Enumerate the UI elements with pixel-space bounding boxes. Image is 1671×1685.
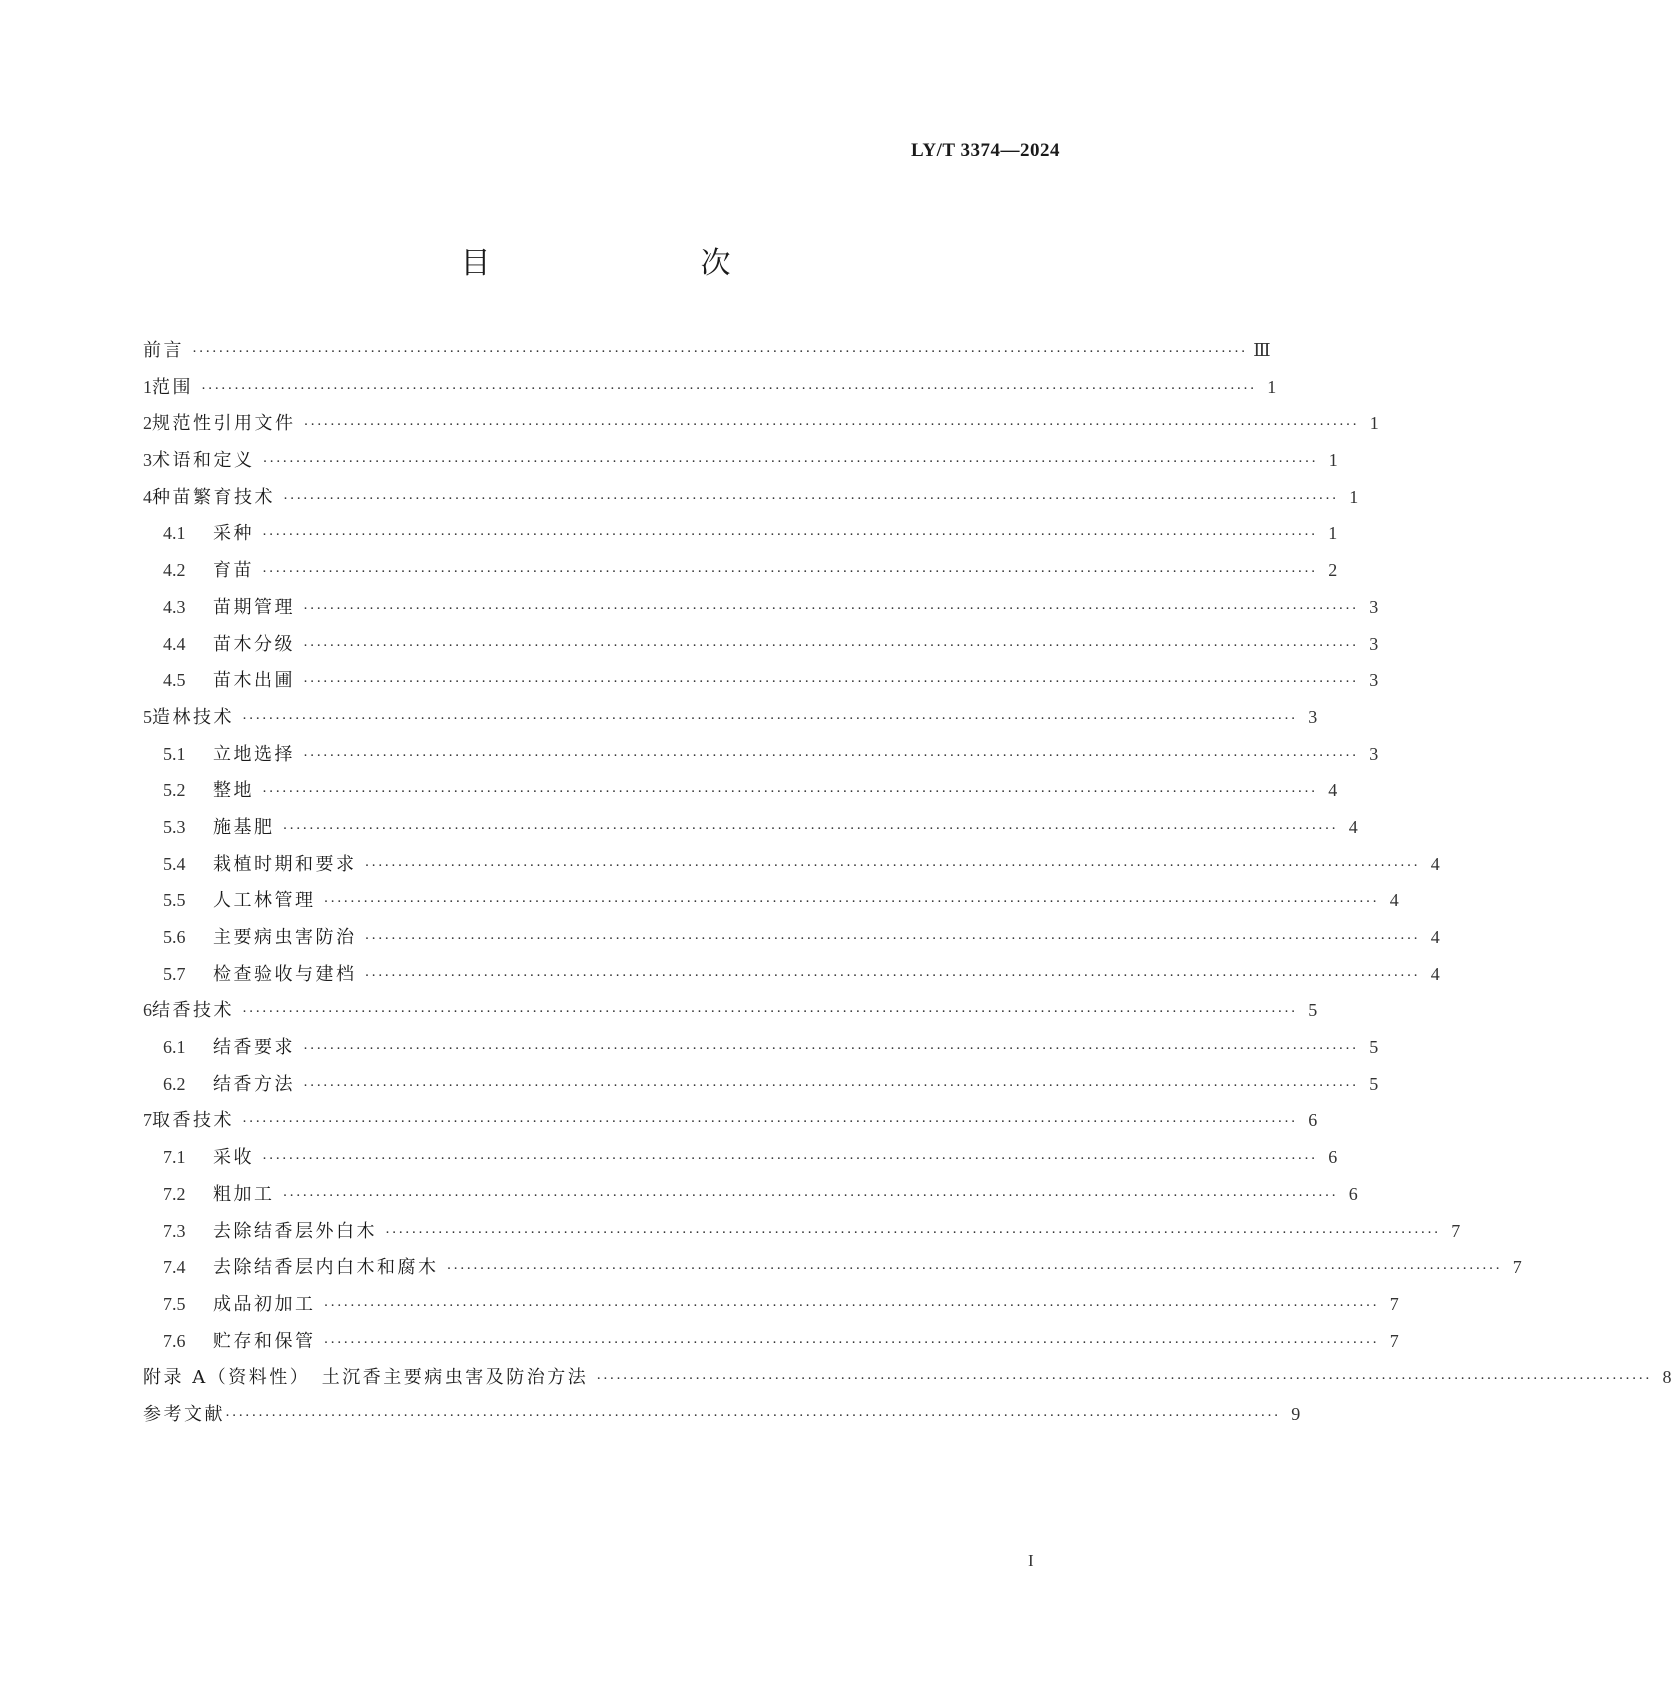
- toc-entry-page: 5: [1308, 1000, 1318, 1021]
- toc-entry-title: 种苗繁育技术: [152, 486, 275, 508]
- toc-entry-title: 结香技术: [152, 1000, 234, 1022]
- dot-leader: ································································································································································: [262, 527, 1318, 544]
- toc-entry[interactable]: [143, 485, 1359, 522]
- dot-leader: ································································································································································: [323, 1297, 1379, 1314]
- toc-entry-number: 5.5: [163, 890, 186, 911]
- dot-leader: ································································································································································: [323, 894, 1379, 911]
- toc-entry-number: 3: [143, 450, 152, 471]
- dot-leader: ································································································································································: [303, 674, 1359, 691]
- toc-entry-number: 5.2: [163, 780, 186, 801]
- toc-entry[interactable]: [143, 925, 1440, 962]
- toc-entry[interactable]: [143, 1182, 1358, 1219]
- toc-entry[interactable]: [143, 1108, 1318, 1145]
- dot-leader: ································································································································································: [262, 454, 1318, 471]
- toc-entry-title: 结香要求: [213, 1037, 295, 1059]
- toc-entry-number: 2: [143, 413, 152, 434]
- toc-entry-number: 6: [143, 1000, 152, 1021]
- toc-entry-number: 7.2: [163, 1183, 186, 1204]
- dot-leader: ································································································································································: [596, 1371, 1652, 1388]
- toc-entry-number: 4.3: [163, 596, 186, 617]
- toc-entry-title: 采收: [213, 1147, 254, 1169]
- dot-leader: ································································································································································: [303, 637, 1359, 654]
- toc-entry-page: 1: [1369, 413, 1379, 434]
- page-title: 目 次: [460, 246, 781, 281]
- toc-entry-title: 参考文献: [143, 1403, 225, 1425]
- toc-entry-number: 7.1: [163, 1147, 186, 1168]
- toc-entry-number: 7.3: [163, 1220, 186, 1241]
- dot-leader: ································································································································································: [364, 931, 1420, 947]
- toc-entry-number: 4.2: [163, 560, 186, 581]
- toc-entry-page: 4: [1430, 853, 1440, 874]
- dot-leader: ································································································································································: [303, 1077, 1359, 1094]
- toc-entry-number: 4: [143, 486, 152, 507]
- toc-entry-page: 2: [1328, 560, 1338, 581]
- toc-entry-number: 4.4: [163, 633, 186, 654]
- toc-entry-page: 7: [1389, 1330, 1399, 1351]
- toc-entry-page: 5: [1369, 1073, 1379, 1094]
- toc-entry-title: 取香技术: [152, 1110, 234, 1132]
- toc-entry-title: 检查验收与建档: [213, 963, 357, 985]
- toc-entry-page: 1: [1328, 450, 1338, 471]
- toc-entry-number: 5.1: [163, 743, 186, 764]
- dot-leader: ································································································································································: [283, 490, 1339, 507]
- toc-entry[interactable]: [143, 375, 1277, 412]
- toc-entry[interactable]: [143, 338, 1271, 375]
- toc-entry-title: 苗木出圃: [213, 670, 295, 692]
- toc-entry-title: 术语和定义: [152, 450, 255, 472]
- toc-entry[interactable]: [143, 1035, 1379, 1072]
- toc-entry-title: 苗木分级: [213, 633, 295, 655]
- toc-entry[interactable]: [143, 411, 1379, 448]
- toc-entry-page: 3: [1369, 633, 1379, 654]
- toc-entry-page: Ⅲ: [1253, 340, 1271, 360]
- toc-entry[interactable]: [143, 962, 1440, 999]
- toc-entry-number: 1: [143, 376, 152, 397]
- toc-entry[interactable]: [143, 1145, 1338, 1182]
- toc-entry-number: 5: [143, 706, 152, 727]
- toc-entry[interactable]: [143, 1365, 1671, 1402]
- toc-entry[interactable]: [143, 778, 1338, 815]
- toc-entry-title: 栽植时期和要求: [213, 853, 357, 875]
- toc-entry-number: 7.6: [163, 1330, 186, 1351]
- dot-leader: ································································································································································: [262, 1151, 1318, 1168]
- dot-leader: ································································································································································: [323, 1334, 1379, 1351]
- toc-entry-page: 7: [1451, 1220, 1461, 1241]
- toc-entry[interactable]: [143, 1292, 1399, 1329]
- toc-entry-title: 人工林管理: [213, 890, 316, 912]
- toc-entry-page: 3: [1369, 670, 1379, 691]
- dot-leader: ································································································································································: [201, 380, 1257, 397]
- toc-entry-title: 立地选择: [213, 743, 295, 765]
- toc-entry[interactable]: [143, 1219, 1461, 1256]
- toc-entry-title: 去除结香层外白木: [213, 1220, 377, 1242]
- toc-entry[interactable]: [143, 742, 1379, 779]
- toc-entry-number: 5.6: [163, 927, 186, 947]
- toc-entry[interactable]: [143, 705, 1318, 742]
- toc-entry-page: 4: [1389, 890, 1399, 911]
- toc-entry-title: 采种: [213, 523, 254, 545]
- dot-leader: ································································································································································: [303, 600, 1359, 617]
- dot-leader: ································································································································································: [225, 1407, 1281, 1424]
- toc-entry-page: 3: [1369, 743, 1379, 764]
- toc-entry-page: 4: [1348, 816, 1358, 837]
- toc-entry[interactable]: [143, 1402, 1301, 1439]
- toc-entry-page: 9: [1291, 1403, 1301, 1424]
- toc-entry-title: 附录 A（资料性） 土沉香主要病虫害及防治方法: [143, 1367, 589, 1389]
- toc-entry-title: 结香方法: [213, 1073, 295, 1095]
- dot-leader: ································································································································································: [242, 1004, 1298, 1021]
- toc-entry[interactable]: [143, 448, 1338, 485]
- toc-entry-page: 5: [1369, 1037, 1379, 1058]
- toc-entry[interactable]: [143, 558, 1338, 595]
- toc-entry-page: 1: [1328, 523, 1338, 544]
- toc-entry-page: 1: [1267, 376, 1277, 397]
- toc-entry-number: 7.5: [163, 1293, 186, 1314]
- toc-entry-number: 6.1: [163, 1037, 186, 1058]
- toc-entry-number: 5.3: [163, 816, 186, 837]
- dot-leader: ································································································································································: [446, 1261, 1502, 1278]
- toc-entry-title: 成品初加工: [213, 1293, 316, 1315]
- toc-entry-page: 4: [1328, 780, 1338, 801]
- toc-entry[interactable]: [143, 815, 1358, 852]
- toc-entry-title: 整地: [213, 780, 254, 802]
- toc-entry-page: 4: [1430, 927, 1440, 947]
- toc-entry-title: 造林技术: [152, 706, 234, 728]
- toc-entry[interactable]: [143, 521, 1338, 558]
- toc-entry-number: 5.7: [163, 963, 186, 984]
- toc-entry-title: 规范性引用文件: [152, 413, 296, 435]
- toc-entry[interactable]: [143, 595, 1379, 632]
- toc-entry-title: 主要病虫害防治: [213, 927, 357, 948]
- toc-entry-page: 4: [1430, 963, 1440, 984]
- toc-entry[interactable]: [143, 668, 1379, 705]
- toc-entry-page: 3: [1308, 706, 1318, 727]
- toc-entry-title: 苗期管理: [213, 596, 295, 618]
- toc-entry-number: 6.2: [163, 1073, 186, 1094]
- dot-leader: ································································································································································: [242, 710, 1298, 727]
- toc-entry[interactable]: [143, 1072, 1379, 1109]
- dot-leader: ································································································································································: [262, 784, 1318, 801]
- toc-entry-page: 1: [1349, 486, 1359, 507]
- toc-entry[interactable]: [143, 852, 1440, 889]
- toc-entry-number: 4.5: [163, 670, 186, 691]
- toc-entry-page: 7: [1512, 1257, 1522, 1278]
- dot-leader: ································································································································································: [303, 417, 1359, 434]
- dot-leader: ································································································································································: [262, 564, 1318, 581]
- toc-entry-title: 施基肥: [213, 816, 275, 838]
- toc-entry[interactable]: [143, 1329, 1399, 1366]
- page-number: I: [1028, 1551, 1034, 1570]
- toc-entry[interactable]: [143, 998, 1318, 1035]
- dot-leader: ································································································································································: [282, 1187, 1338, 1204]
- dot-leader: ································································································································································: [282, 820, 1338, 837]
- toc-entry-title: 育苗: [213, 560, 254, 582]
- toc-entry-page: 6: [1348, 1183, 1358, 1204]
- toc-entry[interactable]: [143, 1255, 1522, 1292]
- standard-code: LY/T 3374—2024: [910, 140, 1060, 161]
- toc-entry-number: 7: [143, 1110, 152, 1131]
- toc-entry-title: 前言: [143, 340, 184, 361]
- toc-entry-title: 范围: [152, 376, 193, 398]
- dot-leader: ································································································································································: [364, 967, 1420, 984]
- toc-entry[interactable]: [143, 888, 1399, 925]
- toc-entry-page: 8: [1662, 1367, 1671, 1388]
- toc-entry-title: 粗加工: [213, 1183, 275, 1205]
- toc-entry-title: 去除结香层内白木和腐木: [213, 1257, 439, 1279]
- toc-entry-number: 4.1: [163, 523, 186, 544]
- dot-leader: ································································································································································: [385, 1224, 1441, 1241]
- toc-entry-page: 6: [1328, 1147, 1338, 1168]
- toc-entry-number: 7.4: [163, 1257, 186, 1278]
- toc-entry-page: 7: [1389, 1293, 1399, 1314]
- toc-entry-page: 6: [1308, 1110, 1318, 1131]
- toc-entry[interactable]: [143, 632, 1379, 669]
- dot-leader: ································································································································································: [303, 1041, 1359, 1058]
- dot-leader: ································································································································································: [364, 857, 1420, 874]
- table-of-contents: [143, 338, 1671, 1439]
- dot-leader: ································································································································································: [242, 1114, 1298, 1131]
- toc-entry-page: 3: [1369, 596, 1379, 617]
- dot-leader: ································································································································································: [192, 344, 1248, 360]
- toc-entry-title: 贮存和保管: [213, 1330, 316, 1352]
- toc-entry-number: 5.4: [163, 853, 186, 874]
- dot-leader: ································································································································································: [303, 747, 1359, 764]
